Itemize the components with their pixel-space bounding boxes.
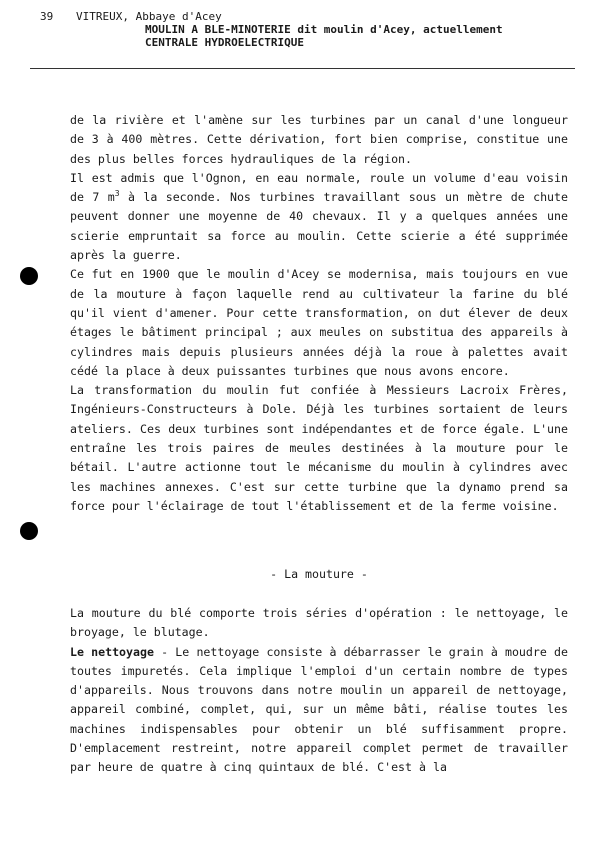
header-divider (30, 68, 575, 69)
paragraph-transformation: La transformation du moulin fut confiée à Messieurs Lacroix Frères, Ingénieurs-Constructeurs à Dole. Déjà les turbines sortaient de leurs ateliers. Ces deux turbines sont indépendantes et de force égale. L'une entraîne les trois paires de meules destinées à la mouture pour le bétail. L'autre actionne tout le mécanisme du moulin à cylindres avec les machines annexes. C'est sur cette turbine que la dynamo prend sa force pour l'éclairage de tout l'établissement et de la ferme voisine. (70, 383, 568, 513)
document-title-line2: CENTRALE HYDROELECTRIQUE (145, 36, 304, 49)
section-heading: - La mouture - (270, 567, 368, 581)
document-title-line1: MOULIN A BLE-MINOTERIE dit moulin d'Acey, actuellement (145, 23, 503, 36)
nettoyage-lead: Le nettoyage (70, 644, 154, 659)
paragraph-derivation: de la rivière et l'amène sur les turbines par un canal d'une longueur de 3 à 400 mètres. Cette dérivation, fort bien comprise, constitue une des plus belles forces hydrauliques de la région. (70, 113, 568, 166)
body-text-lower (70, 604, 568, 778)
paragraph-mouture-intro: La mouture du blé comporte trois séries d'opération : le nettoyage, le broyage, le blutage. (70, 606, 568, 640)
punch-hole-top (20, 267, 38, 285)
punch-hole-bottom (20, 522, 38, 540)
body-text-upper (70, 111, 568, 516)
paragraph-ognon-flow: Il est admis que l'Ognon, en eau normale, roule un volume d'eau voisin de 7 $m^3$ à la seconde. Nos turbines travaillant sous un mètre de chute peuvent donner une moyenne de 40 chevaux. Il y a quelques années une scierie empruntait sa force au moulin. Cette scierie a été supprimée après la guerre. (70, 170, 568, 263)
paragraph-modernisation: Ce fut en 1900 que le moulin d'Acey se modernisa, mais toujours en vue de la mouture à façon laquelle rend au cultivateur la farine du blé qu'il vient d'amener. Pour cette transformation, on dut élever de deux étages le bâtiment principal ; aux meules on substitua des appareils à cylindres mais depuis plusieurs années déjà la roue à palettes avait cédé la place à deux puissantes turbines que nous avons encore. (70, 267, 568, 378)
reference-number: 39 (40, 10, 54, 23)
commune-name: VITREUX, Abbaye d'Acey (76, 10, 222, 23)
page-header (40, 10, 503, 74)
paragraph-nettoyage: Le nettoyage - Le nettoyage consiste à débarrasser le grain à moudre de toutes impuretés. Cela implique l'emploi d'un certain nombre de types d'appareils. Nous trouvons dans notre moulin un appareil de nettoyage, appareil combiné, complet, qui, sur un même bâti, réalise toutes les machines indispensables pour obtenir un blé suffisamment propre. D'emplacement restreint, notre appareil complet permet de travailler par heure de quatre à cinq quintaux de blé. C'est à la (70, 644, 568, 775)
